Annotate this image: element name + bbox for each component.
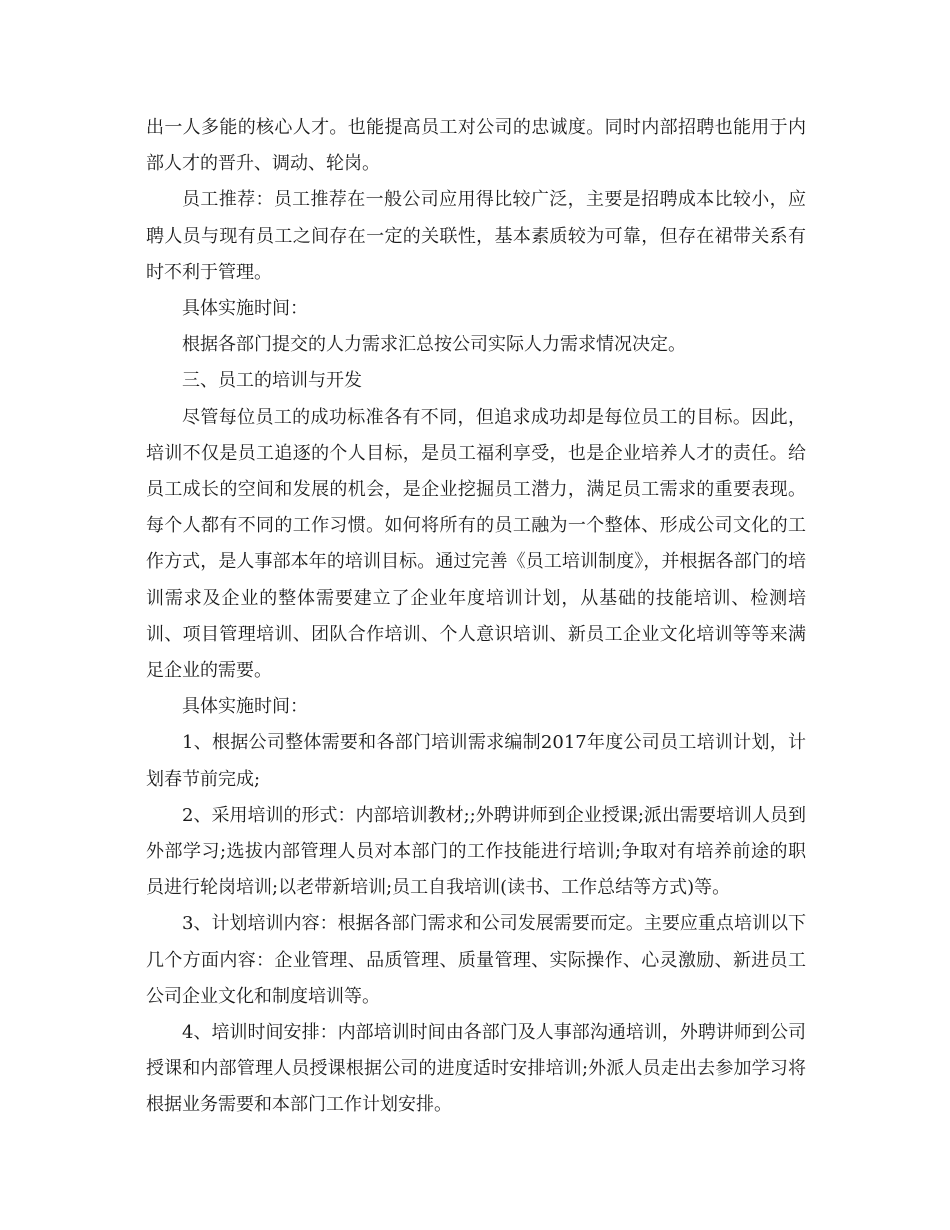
paragraph-schedule-heading-1: 具体实施时间： (182, 298, 308, 320)
section-heading-training: 三、员工的培训与开发 (182, 370, 362, 392)
document-body (146, 110, 806, 1124)
list-item-2: 2、采用培训的形式：内部培训教材;;外聘讲师到企业授课;派出需要培训人员到外部学习;选拔内部管理人员对本部门的工作技能进行培训;争取对有培养前途的职员进行轮岗培训;以老带新培训;员工自我培训(读书、工作总结等方式)等。 (146, 804, 806, 899)
list-item-4: 4、培训时间安排：内部培训时间由各部门及人事部沟通培训，外聘讲师到公司授课和内部管理人员授课根据公司的进度适时安排培训;外派人员走出去参加学习将根据业务需要和本部门工作计划安排。 (146, 1022, 806, 1116)
paragraph-core-talent: 出一人多能的核心人才。也能提高员工对公司的忠诚度。同时内部招聘也能用于内部人才的晋升、调动、轮岗。 (146, 117, 806, 175)
paragraph-schedule-heading-2: 具体实施时间： (182, 696, 308, 718)
list-item-1: 1、根据公司整体需要和各部门培训需求编制2017年度公司员工培训计划，计划春节前完成; (146, 732, 806, 790)
list-item-3: 3、计划培训内容：根据各部门需求和公司发展需要而定。主要应重点培训以下几个方面内容：企业管理、品质管理、质量管理、实际操作、心灵激励、新进员工公司企业文化和制度培训等。 (146, 913, 806, 1007)
paragraph-training-goals: 尽管每位员工的成功标准各有不同，但追求成功却是每位员工的目标。因此，培训不仅是员工追逐的个人目标，是员工福利享受，也是企业培养人才的责任。给员工成长的空间和发展的机会，是企业挖掘员工潜力，满足员工需求的重要表现。每个人都有不同的工作习惯。如何将所有的员工融为一个整体、形成公司文化的工作方式，是人事部本年的培训目标。通过完善《员工培训制度》，并根据各部门的培训需求及企业的整体需要建立了企业年度培训计划，从基础的技能培训、检测培训、项目管理培训、团队合作培训、个人意识培训、新员工企业文化培训等等来满足企业的需要。 (146, 406, 806, 682)
paragraph-employee-referral: 员工推荐：员工推荐在一般公司应用得比较广泛，主要是招聘成本比较小，应聘人员与现有员工之间存在一定的关联性，基本素质较为可靠，但存在裙带关系有时不利于管理。 (146, 189, 806, 283)
paragraph-schedule-detail-1: 根据各部门提交的人力需求汇总按公司实际人力需求情况决定。 (182, 334, 686, 356)
